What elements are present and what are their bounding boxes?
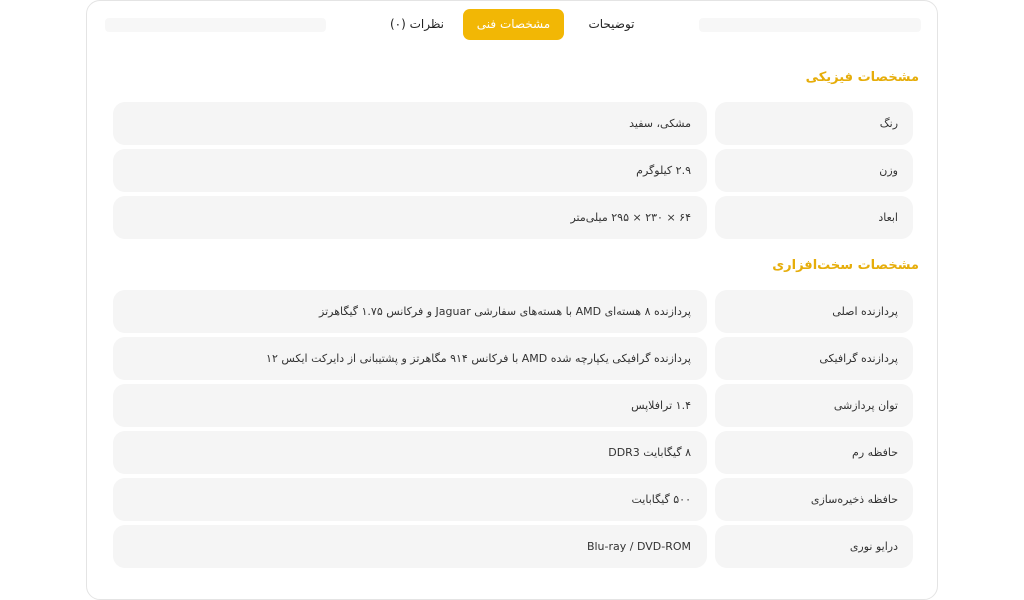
spec-row	[113, 196, 913, 239]
spec-key: توان پردازشی	[715, 384, 913, 427]
spec-value: پردازنده گرافیکی یکپارچه شده AMD با فرکانس ۹۱۴ مگاهرتز و پشتیبانی از دایرکت ایکس ۱۲	[113, 337, 707, 380]
spec-row	[113, 337, 913, 380]
spec-value: ۱.۴ ترافلاپس	[113, 384, 707, 427]
tab-comments[interactable]: نظرات (۰)	[389, 17, 445, 31]
tab-description[interactable]: توضیحات	[588, 17, 635, 31]
spec-value: ۵۰۰ گیگابایت	[113, 478, 707, 521]
spec-row	[113, 102, 913, 145]
spec-row	[113, 525, 913, 568]
tab-specs[interactable]: مشخصات فنی	[463, 9, 564, 40]
spec-value: پردازنده ۸ هسته‌ای AMD با هسته‌های سفارشی Jaguar و فرکانس ۱.۷۵ گیگاهرتز	[113, 290, 707, 333]
spec-key: حافظه ذخیره‌سازی	[715, 478, 913, 521]
product-details-card	[86, 0, 938, 600]
spec-value: ۲.۹ کیلوگرم	[113, 149, 707, 192]
spec-key: ابعاد	[715, 196, 913, 239]
spec-row	[113, 290, 913, 333]
spec-value: ۸ گیگابایت DDR3	[113, 431, 707, 474]
spec-key: رنگ	[715, 102, 913, 145]
spec-key: حافظه رم	[715, 431, 913, 474]
spec-value: مشکی، سفید	[113, 102, 707, 145]
spec-key: وزن	[715, 149, 913, 192]
spec-value: Blu-ray / DVD-ROM	[113, 525, 707, 568]
section-title-hardware: مشخصات سخت‌افزاری	[772, 258, 919, 273]
spec-row	[113, 431, 913, 474]
tab-bar-decoration-left	[105, 18, 326, 32]
section-title-physical: مشخصات فیزیکی	[805, 70, 919, 85]
spec-row	[113, 478, 913, 521]
tab-bar	[87, 1, 939, 49]
spec-row	[113, 149, 913, 192]
spec-value: ۶۴ × ۲۳۰ × ۲۹۵ میلی‌متر	[113, 196, 707, 239]
spec-key: درایو نوری	[715, 525, 913, 568]
spec-key: پردازنده اصلی	[715, 290, 913, 333]
spec-row	[113, 384, 913, 427]
tab-bar-decoration-right	[699, 18, 921, 32]
spec-key: پردازنده گرافیکی	[715, 337, 913, 380]
